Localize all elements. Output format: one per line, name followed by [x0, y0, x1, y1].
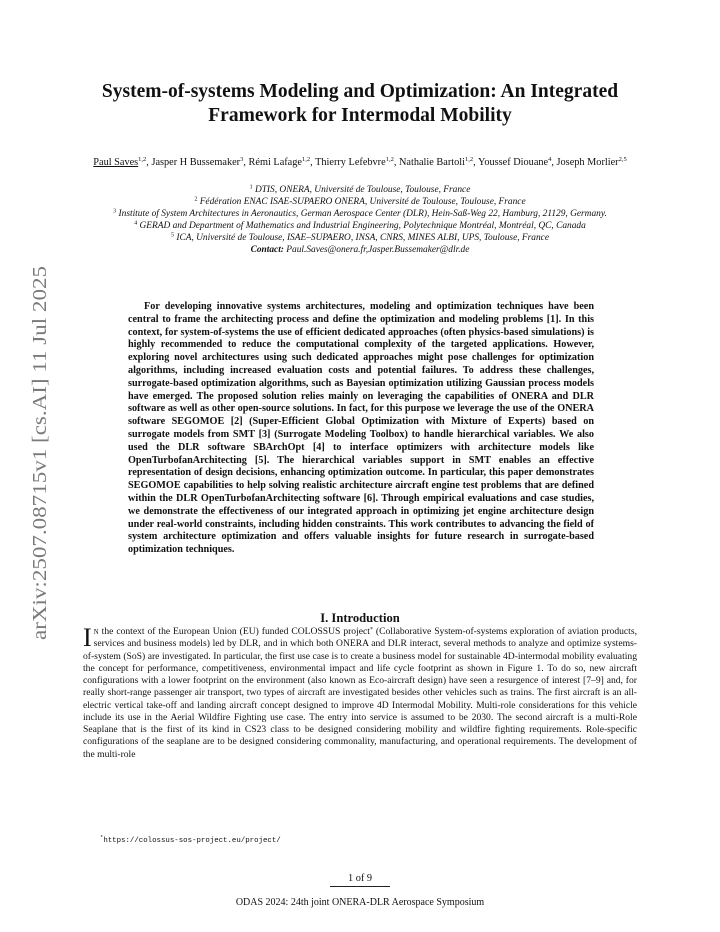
affiliation-line — [70, 208, 650, 220]
affiliation-mark: 5 — [171, 232, 175, 239]
author — [557, 157, 627, 168]
author-affiliation-mark: 1,2 — [465, 156, 474, 163]
author-affiliation-mark: 3 — [240, 156, 244, 163]
author-affiliation-mark: 2,5 — [618, 156, 627, 163]
author — [93, 157, 146, 168]
author-affiliation-mark: 4 — [548, 156, 552, 163]
intro-text-part2: (Collaborative System-of-systems exploration of aviation products, services and business models) led by DLR, and in which both ONERA and DLR interact, several methods to analyze and optimize systems-of-system (SoS) are investigated. In particular, the first use case is to create a business model for sustainable 4D-intermodal mobility evaluating the concept for performance, competitiveness, environmental impact and life cycle footprint as shown in Figure 1. To do so, new aircraft configurations with a lower footprint on the environment (also known as Eco-aircraft design) have seen a resurgence of interest [7–9] and, for really short-range passenger air transport, two types of aircraft are investigated besides other vehicles such as trains. The first aircraft is an all-electric vertical take-off and landing aircraft concept designed to improve 4D Intermodal Mobility. Multi-role considerations for this vehicle include its use in the Aerial Wildfire Fighting use case. The entry into service is assumed to be 2030. The second aircraft is a multi-Role Seaplane that is the first of its kind in CS23 class to be designed considering mobility and wildfire fighting requirements. Role-specific configurations of the seaplane are to be designed considering commonality, manufacturing, and operational requirements. The development of the multi-role — [83, 626, 637, 760]
author-name: Joseph Morlier — [556, 157, 619, 168]
author — [151, 157, 243, 168]
affiliation-mark: 4 — [134, 220, 138, 227]
affiliation-line — [70, 184, 650, 196]
abstract: For developing innovative systems architectures, modeling and optimization techniques have been central to frame the architecting process and define the optimization and modeling problems [1]. In this context, for system-of-systems the use of efficient dedicated approaches (often physics-based simulations) is highly recommended to reduce the computational complexity of the targeted applications. However, exploring novel architectures using such dedicated approaches might pose challenges for optimization algorithms, including increased evaluation costs and potential failures. To address these challenges, surrogate-based optimization algorithms, such as Bayesian optimization utilizing Gaussian process models have emerged. The proposed solution relies mainly on leveraging the capabilities of ONERA and DLR software as well as other open-source solutions. In fact, for this purpose we leverage the use of the ONERA software SEGOMOE [2] (Super-Efficient Global Optimization with Mixture of Experts) based on surrogate models from SMT [3] (Surrogate Modeling Toolbox) to handle hierarchical variables. We also used the DLR software SBArchOpt [4] to interface optimizers with architecture models like OpenTurbofanArchitecting [5]. The hierarchical variables support in SMT enables an effective representation of design decisions, enhancing optimization outcome. In particular, this paper demonstrates SEGOMOE capabilities to help solving realistic architecture aircraft engine test problems that are defined within the DLR OpenTurbofanArchitecting software [6]. Through empirical evaluations and case studies, we demonstrate the effectiveness of our integrated approach in optimizing jet engine architecture design under real-world constraints, including hidden constraints. This work contributes to advancing the field of system architecture optimization and offers valuable insights for future research in surrogate-based optimization techniques. — [128, 301, 594, 556]
author-affiliation-mark: 1,2 — [138, 156, 147, 163]
small-caps-letter: N — [93, 628, 99, 636]
author-name: Jasper H Bussemaker — [151, 157, 241, 168]
author-name: Thierry Lefebvre — [315, 157, 386, 168]
section-heading-introduction: I. Introduction — [320, 611, 400, 625]
author-name: Rémi Lafage — [248, 157, 302, 168]
author — [315, 157, 394, 168]
page-number: 1 of 9 — [330, 873, 390, 887]
author-list: Paul Saves$^{1,2}$, Jasper H Bussemaker$^3$, Rémi Lafage$^{1,2}$, Thierry Lefebvre$^{1,2}$, Nathalie Bartoli$^{1,2}$, Youssef Diouane$^4$, Joseph Morlier$^{2,5}$ — [93, 156, 627, 168]
arxiv-stamp — [6, 262, 62, 642]
affiliation-line — [70, 232, 650, 244]
affiliation-mark: 1 — [249, 184, 253, 191]
contact-emails: Paul.Saves@onera.fr,Jasper.Bussemaker@dlr.de — [286, 245, 470, 256]
author-affiliation-mark: 1,2 — [385, 156, 394, 163]
author-affiliation-mark: 1,2 — [301, 156, 311, 163]
affiliation-text: GERAD and Department of Mathematics and Industrial Engineering, Polytechnique Montréal, Montréal, QC, Canada — [139, 221, 586, 232]
contact-label: Contact: — [250, 245, 284, 256]
author-name: Nathalie Bartoli — [398, 157, 466, 168]
venue-footer: ODAS 2024: 24th joint ONERA-DLR Aerospace Symposium — [235, 897, 485, 908]
footnote-symbol: * — [100, 834, 104, 841]
author-name: Paul Saves — [93, 157, 139, 168]
affiliation-line — [70, 196, 650, 208]
arxiv-identifier: arXiv:2507.08715v1 [cs.AI] 11 Jul 2025 — [29, 307, 51, 640]
author-name: Youssef Diouane — [477, 157, 549, 168]
drop-cap: I — [83, 623, 92, 652]
affiliation-mark: 2 — [194, 196, 198, 203]
contact-line — [70, 244, 650, 256]
author — [478, 157, 551, 168]
introduction-paragraph — [83, 623, 637, 761]
footnote — [100, 834, 281, 845]
affiliation-line — [70, 220, 650, 232]
paper-title: System-of-systems Modeling and Optimization: An Integrated Framework for Intermodal Mobility — [101, 81, 619, 126]
affiliation-mark: 3 — [113, 208, 117, 215]
affiliation-text: Fédération ENAC ISAE-SUPAERO ONERA, Université de Toulouse, Toulouse, France — [199, 197, 526, 208]
affiliation-list — [70, 184, 650, 257]
affiliation-text: DTIS, ONERA, Université de Toulouse, Toulouse, France — [254, 185, 471, 195]
author — [399, 157, 473, 168]
affiliation-text: ICA, Université de Toulouse, ISAE–SUPAERO, INSA, CNRS, MINES ALBI, UPS, Toulouse, France — [176, 233, 549, 244]
affiliation-text: Institute of System Architectures in Aeronautics, German Aerospace Center (DLR), Hein-Saß-Weg 22, Hamburg, 21129, Germany. — [118, 209, 607, 220]
footnote-marker: * — [369, 627, 373, 633]
author — [249, 157, 311, 168]
footnote-url[interactable]: https://colossus-sos-project.eu/project/ — [103, 837, 281, 845]
intro-text-part1: the context of the European Union (EU) funded COLOSSUS project — [98, 626, 370, 637]
